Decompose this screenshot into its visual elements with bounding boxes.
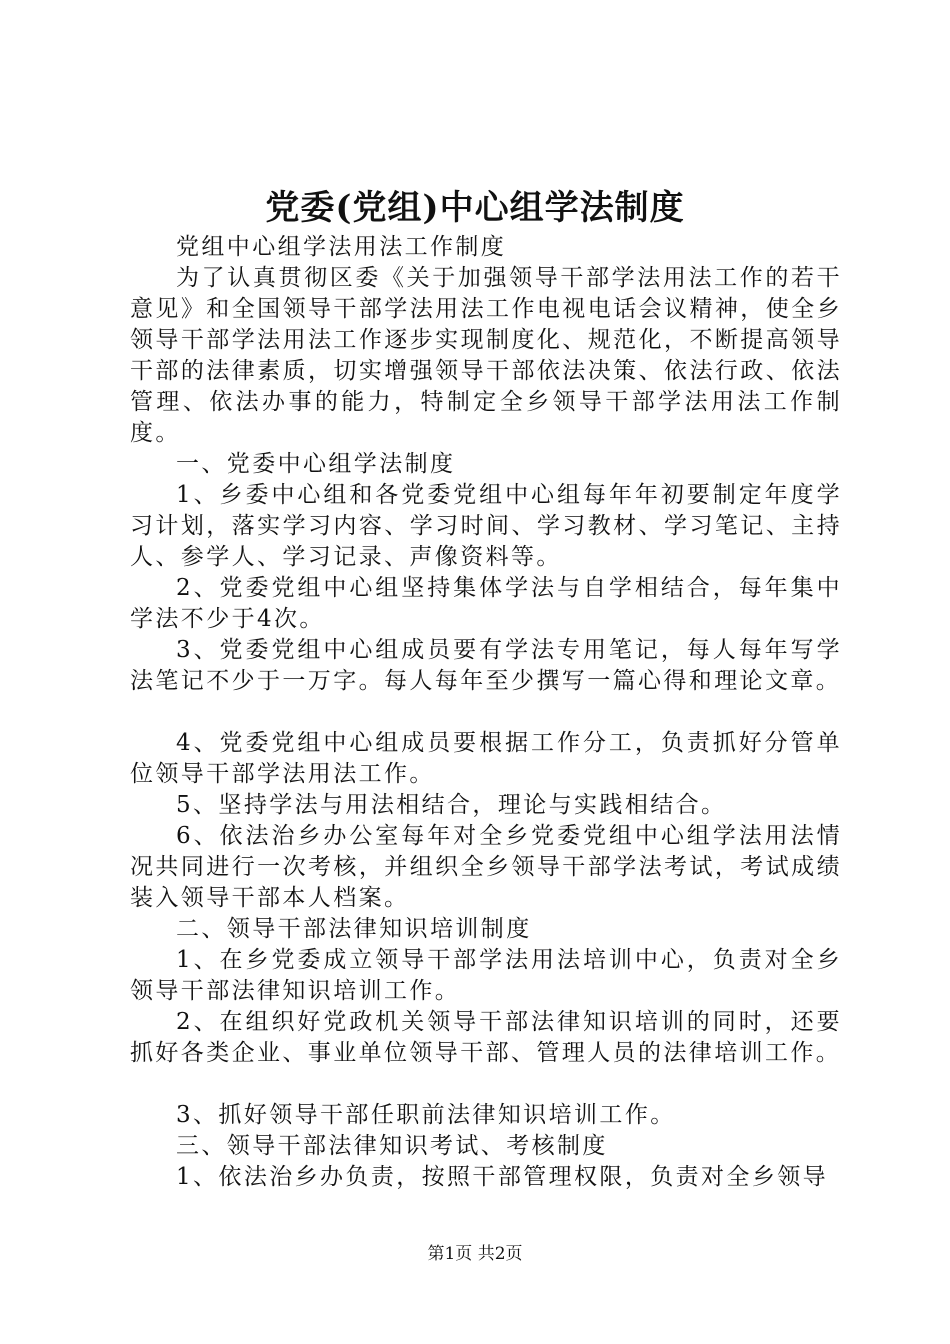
section-heading-1: 一、党委中心组学法制度 xyxy=(176,451,456,477)
paragraph-item: 3、抓好领导干部任职前法律知识培训工作。 xyxy=(176,1102,676,1128)
section-heading-3: 三、领导干部法律知识考试、考核制度 xyxy=(176,1133,608,1159)
paragraph-item: 5、坚持学法与用法相结合，理论与实践相结合。 xyxy=(176,792,727,818)
paragraph-subtitle: 党组中心组学法用法工作制度 xyxy=(176,234,507,260)
paragraph-item: 4、党委党组中心组成员要根据工作分工，负责抓好分管单位领导干部学法用法工作。 xyxy=(130,730,842,787)
paragraph-item: 1、依法治乡办负责，按照干部管理权限，负责对全乡领导 xyxy=(176,1164,829,1190)
paragraph-item: 1、在乡党委成立领导干部学法用法培训中心，负责对全乡领导干部法律知识培训工作。 xyxy=(130,947,842,1004)
section-heading-2: 二、领导干部法律知识培训制度 xyxy=(176,916,532,942)
document-title: 党委(党组)中心组学法制度 xyxy=(265,188,685,228)
paragraph-item: 1、乡委中心组和各党委党组中心组每年年初要制定年度学习计划，落实学习内容、学习时间、学习教材、学习笔记、主持人、参学人、学习记录、声像资料等。 xyxy=(130,482,842,570)
document-body xyxy=(130,232,842,1193)
page-number-footer: 第1页 共2页 xyxy=(427,1244,523,1264)
paragraph-item: 2、在组织好党政机关领导干部法律知识培训的同时，还要抓好各类企业、事业单位领导干部、管理人员的法律培训工作。 xyxy=(130,1009,842,1066)
paragraph-item: 3、党委党组中心组成员要有学法专用笔记，每人每年写学法笔记不少于一万字。每人每年至少撰写一篇心得和理论文章。 xyxy=(130,637,842,694)
paragraph-item: 2、党委党组中心组坚持集体学法与自学相结合，每年集中学法不少于4次。 xyxy=(130,575,842,632)
paragraph-intro: 为了认真贯彻区委《关于加强领导干部学法用法工作的若干意见》和全国领导干部学法用法工作电视电话会议精神，使全乡领导干部学法用法工作逐步实现制度化、规范化，不断提高领导干部的法律素质，切实增强领导干部依法决策、依法行政、依法管理、依法办事的能力，特制定全乡领导干部学法用法工作制度。 xyxy=(130,265,842,446)
paragraph-item: 6、依法治乡办公室每年对全乡党委党组中心组学法用法情况共同进行一次考核，并组织全乡领导干部学法考试，考试成绩装入领导干部本人档案。 xyxy=(130,823,842,911)
